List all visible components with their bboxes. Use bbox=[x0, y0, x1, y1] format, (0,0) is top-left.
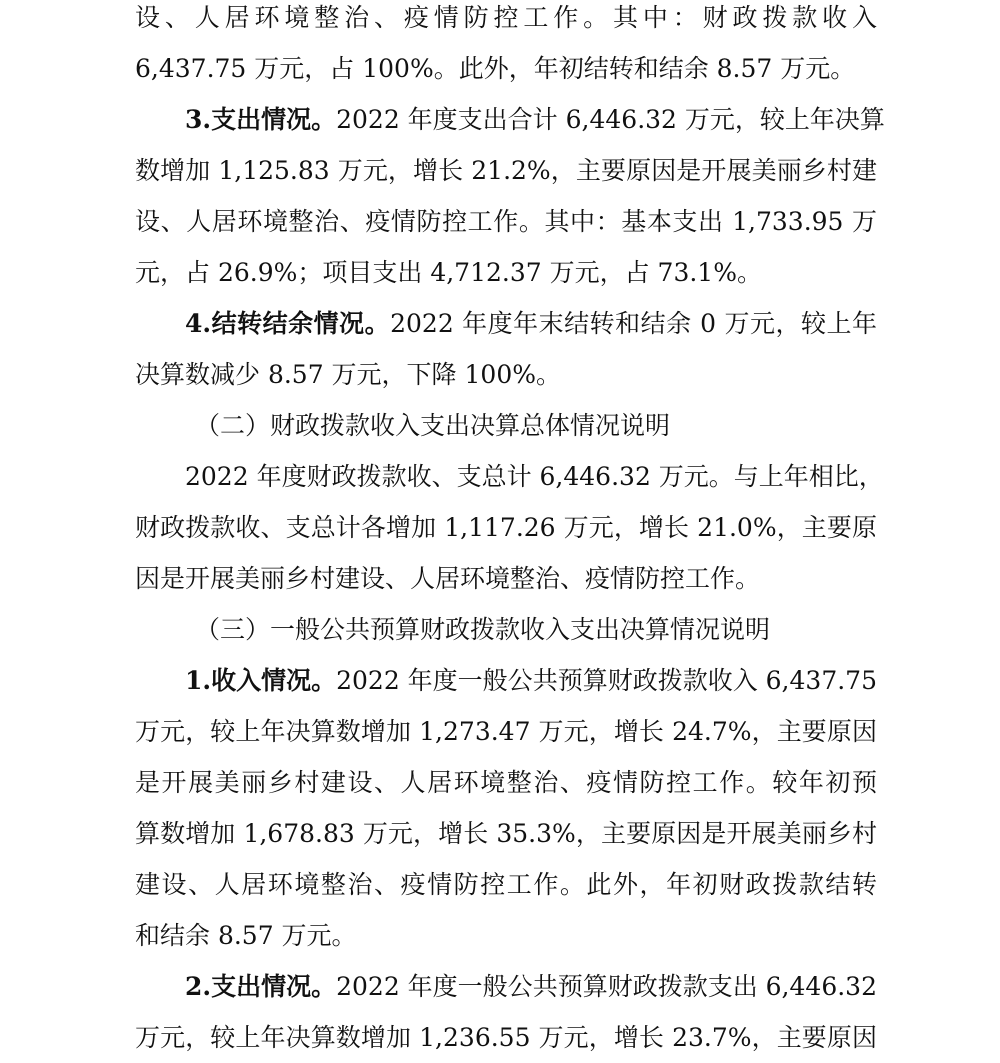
paragraph-line: 财政拨款收、支总计各增加 1,117.26 万元，增长 21.0%，主要原 bbox=[135, 513, 877, 542]
paragraph-line bbox=[135, 655, 877, 706]
paragraph-line: 万元，较上年决算数增加 1,273.47 万元，增长 24.7%，主要原因 bbox=[135, 717, 877, 746]
paragraph-line: 6,437.75 万元，占 100%。此外，年初结转和结余 8.57 万元。 bbox=[135, 54, 856, 83]
paragraph-text: 2022 年度支出合计 6,446.32 万元，较上年决算 bbox=[336, 105, 885, 134]
paragraph-line: 算数增加 1,678.83 万元，增长 35.3%，主要原因是开展美丽乡村 bbox=[135, 819, 877, 848]
paragraph-line: 2022 年度财政拨款收、支总计 6,446.32 万元。与上年相比， bbox=[185, 462, 884, 491]
section-heading-inline: 1.收入情况。 bbox=[185, 666, 337, 695]
paragraph-line bbox=[135, 298, 877, 349]
paragraph-line: 是开展美丽乡村建设、人居环境整治、疫情防控工作。较年初预 bbox=[135, 768, 877, 797]
paragraph-line: 因是开展美丽乡村建设、人居环境整治、疫情防控工作。 bbox=[135, 564, 761, 593]
paragraph-text: 2022 年度一般公共预算财政拨款支出 6,446.32 bbox=[336, 972, 877, 1001]
paragraph-line: 设、人居环境整治、疫情防控工作。其中：基本支出 1,733.95 万 bbox=[135, 207, 877, 236]
section-heading-inline: 3.支出情况。 bbox=[185, 105, 337, 134]
subsection-heading: （二）财政拨款收入支出决算总体情况说明 bbox=[195, 411, 671, 440]
paragraph-line: 决算数减少 8.57 万元，下降 100%。 bbox=[135, 360, 561, 389]
subsection-heading: （三）一般公共预算财政拨款收入支出决算情况说明 bbox=[195, 615, 771, 644]
paragraph-line: 万元，较上年决算数增加 1,236.55 万元，增长 23.7%，主要原因 bbox=[135, 1023, 877, 1052]
paragraph-line bbox=[135, 94, 885, 145]
paragraph-text: 2022 年度年末结转和结余 0 万元，较上年 bbox=[390, 309, 877, 338]
paragraph-line: 设、人居环境整治、疫情防控工作。其中：财政拨款收入 bbox=[135, 3, 877, 32]
paragraph-text: 2022 年度一般公共预算财政拨款收入 6,437.75 bbox=[336, 666, 877, 695]
document-page bbox=[135, 0, 885, 1063]
paragraph-line: 建设、人居环境整治、疫情防控工作。此外，年初财政拨款结转 bbox=[135, 870, 877, 899]
paragraph-line: 数增加 1,125.83 万元，增长 21.2%，主要原因是开展美丽乡村建 bbox=[135, 156, 877, 185]
paragraph-line bbox=[135, 961, 877, 1012]
section-heading-inline: 2.支出情况。 bbox=[185, 972, 337, 1001]
paragraph-line: 元，占 26.9%；项目支出 4,712.37 万元，占 73.1%。 bbox=[135, 258, 762, 287]
section-heading-inline: 4.结转结余情况。 bbox=[185, 309, 391, 338]
paragraph-line: 和结余 8.57 万元。 bbox=[135, 921, 357, 950]
